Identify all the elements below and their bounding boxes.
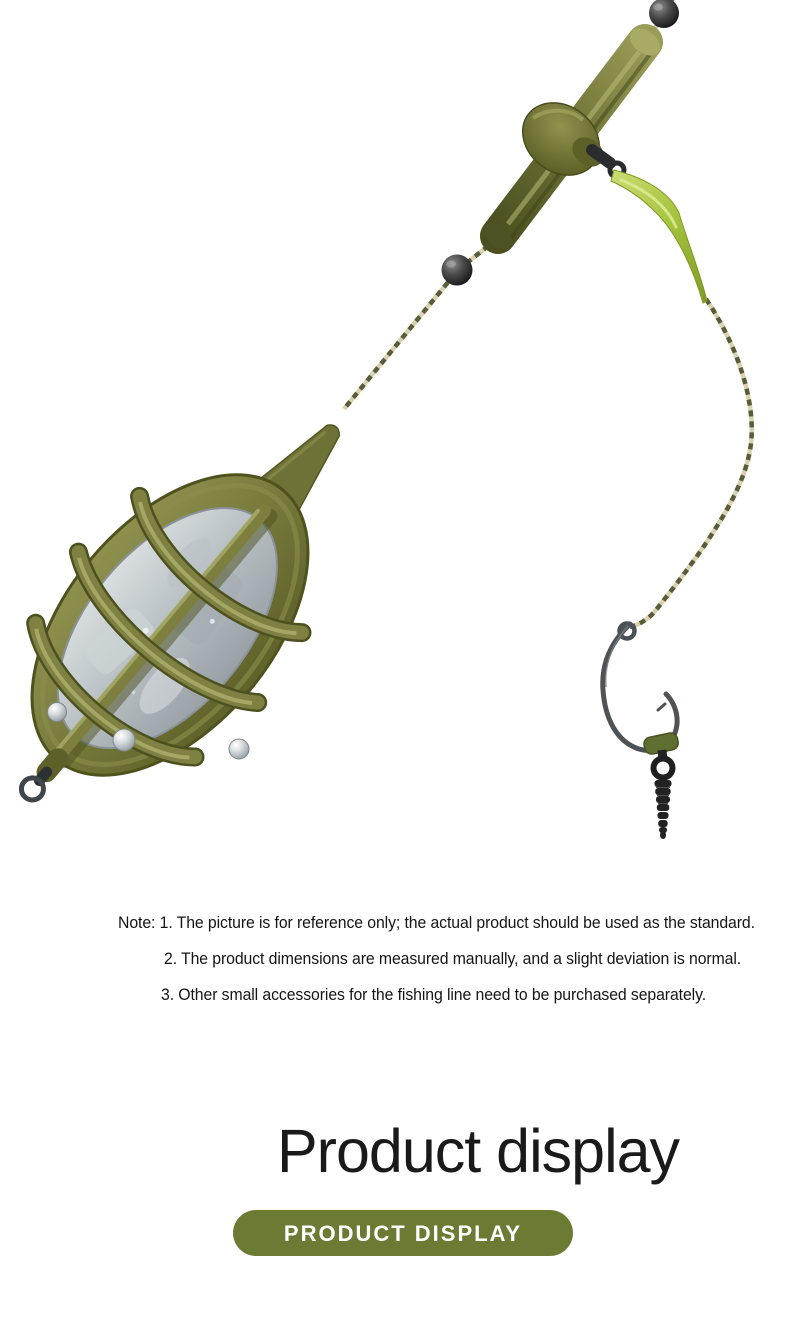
bait-screw [654,750,673,839]
product-display-button[interactable]: PRODUCT DISPLAY [233,1210,573,1256]
note-line-2: 2. The product dimensions are measured manually, and a slight deviation is normal. [164,949,742,968]
camo-line-middle [344,239,497,409]
tail-rubber [611,170,707,303]
fishing-hook [603,624,677,751]
hook-barb [658,704,665,710]
line-stop-bead-middle [442,255,473,286]
note-line-3: 3. Other small accessories for the fishing line need to be purchased separately. [161,985,707,1004]
feeder-swivel [17,751,67,804]
method-feeder [0,352,426,873]
note-line-1: Note: 1. The picture is for reference only; the actual product should be used as the standard. [118,913,755,932]
section-title: Product display [277,1117,680,1185]
camo-hooklink [630,299,752,627]
line-stop-bead-top [649,0,679,28]
